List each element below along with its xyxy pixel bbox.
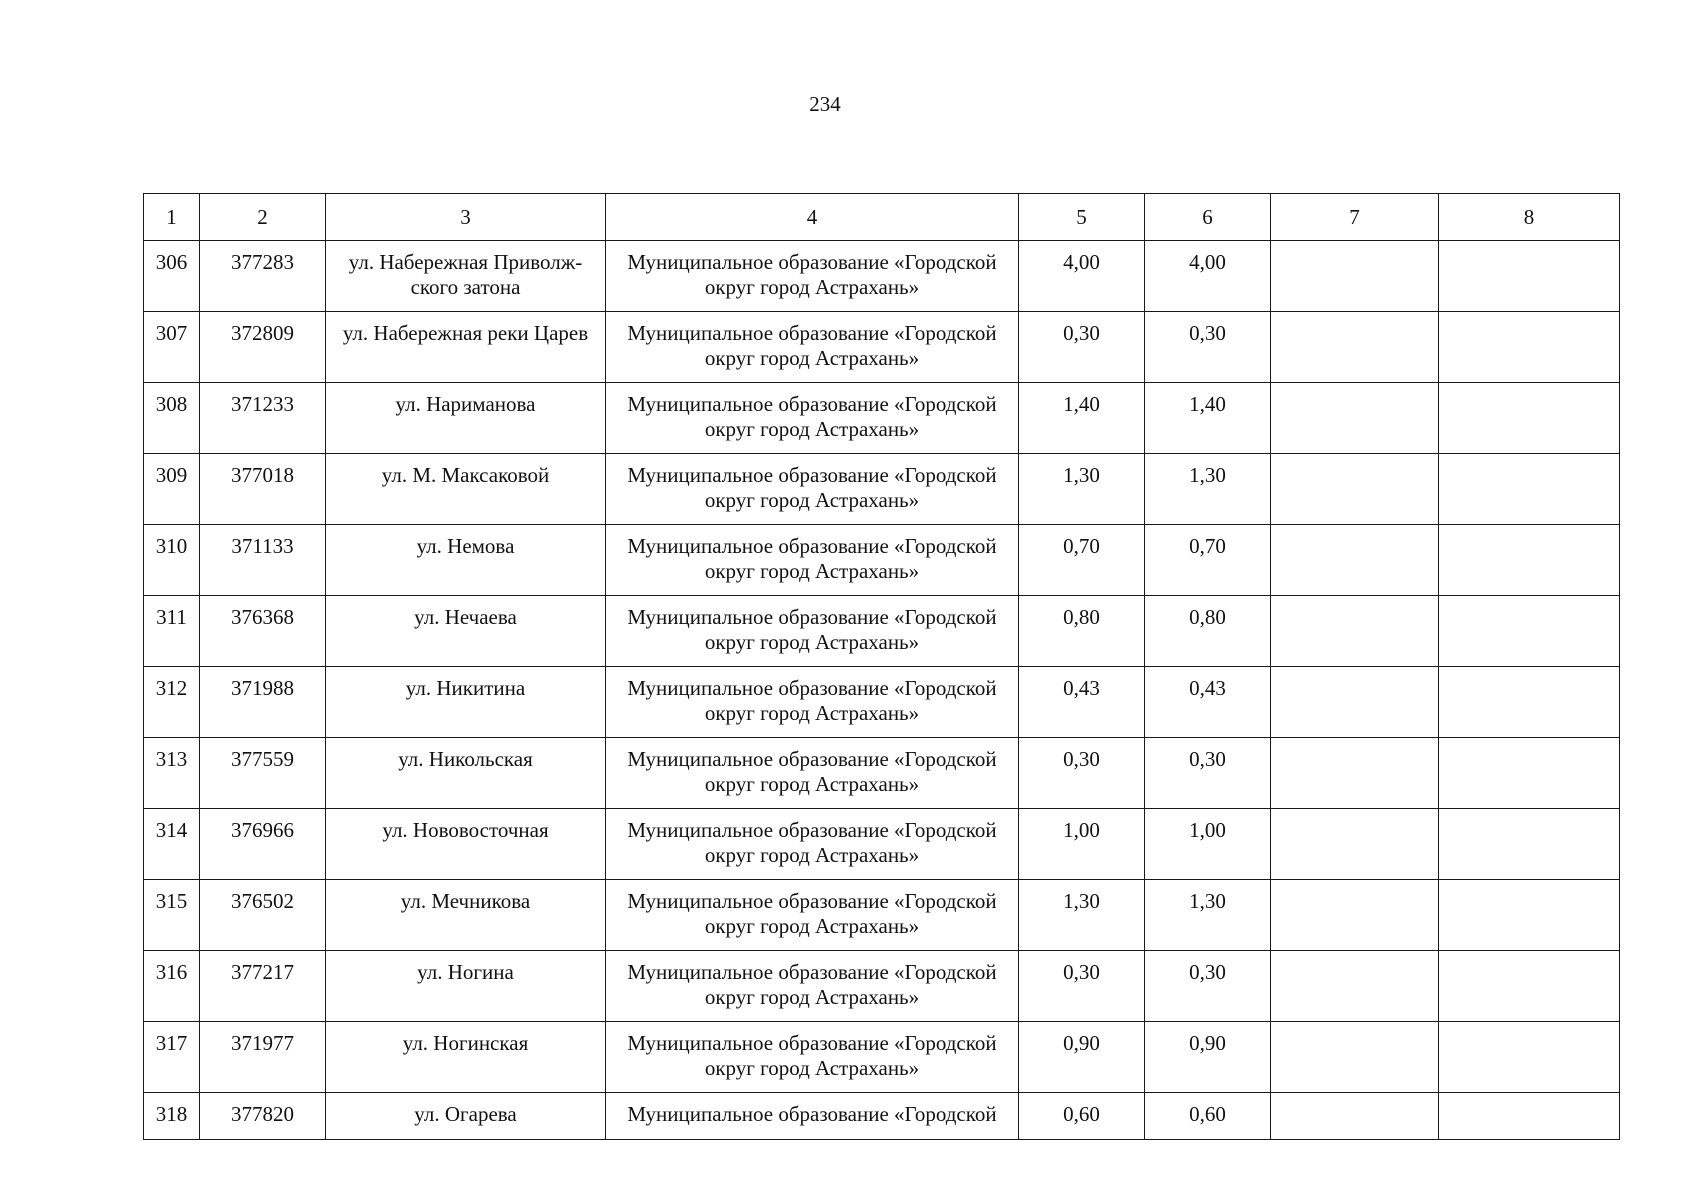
owner-cell: Муниципальное образование «Городской округ город Астрахань» bbox=[606, 738, 1019, 809]
row-number-cell: 311 bbox=[144, 596, 200, 667]
column-7-cell bbox=[1271, 809, 1439, 880]
code-cell: 377559 bbox=[200, 738, 326, 809]
length-total-cell: 0,30 bbox=[1145, 738, 1271, 809]
length-cell: 0,70 bbox=[1019, 525, 1145, 596]
column-7-cell bbox=[1271, 454, 1439, 525]
length-cell: 0,43 bbox=[1019, 667, 1145, 738]
column-8-cell bbox=[1439, 880, 1620, 951]
column-7-cell bbox=[1271, 596, 1439, 667]
code-cell: 371133 bbox=[200, 525, 326, 596]
street-name-cell: ул. Нариманова bbox=[326, 383, 606, 454]
column-7-cell bbox=[1271, 951, 1439, 1022]
header-cell-1: 1 bbox=[144, 194, 200, 241]
owner-cell: Муниципальное образование «Городской округ город Астрахань» bbox=[606, 454, 1019, 525]
table-row bbox=[144, 809, 1620, 880]
table-row bbox=[144, 1022, 1620, 1093]
owner-cell: Муниципальное образование «Городской округ город Астрахань» bbox=[606, 525, 1019, 596]
length-total-cell: 0,30 bbox=[1145, 951, 1271, 1022]
length-total-cell: 4,00 bbox=[1145, 241, 1271, 312]
owner-cell: Муниципальное образование «Городской округ город Астрахань» bbox=[606, 951, 1019, 1022]
row-number-cell: 312 bbox=[144, 667, 200, 738]
table-row bbox=[144, 454, 1620, 525]
code-cell: 377283 bbox=[200, 241, 326, 312]
header-cell-4: 4 bbox=[606, 194, 1019, 241]
column-8-cell bbox=[1439, 951, 1620, 1022]
street-name-cell: ул. Мечникова bbox=[326, 880, 606, 951]
street-name-cell: ул. Никитина bbox=[326, 667, 606, 738]
length-total-cell: 1,40 bbox=[1145, 383, 1271, 454]
table-row bbox=[144, 951, 1620, 1022]
length-cell: 0,60 bbox=[1019, 1093, 1145, 1140]
length-total-cell: 0,80 bbox=[1145, 596, 1271, 667]
table-row bbox=[144, 241, 1620, 312]
street-name-cell: ул. Нововосточная bbox=[326, 809, 606, 880]
header-row bbox=[144, 194, 1620, 241]
header-cell-5: 5 bbox=[1019, 194, 1145, 241]
header-cell-6: 6 bbox=[1145, 194, 1271, 241]
roads-table bbox=[143, 193, 1620, 1140]
code-cell: 372809 bbox=[200, 312, 326, 383]
column-7-cell bbox=[1271, 880, 1439, 951]
table-row bbox=[144, 667, 1620, 738]
column-7-cell bbox=[1271, 738, 1439, 809]
length-total-cell: 0,30 bbox=[1145, 312, 1271, 383]
column-7-cell bbox=[1271, 1093, 1439, 1140]
owner-cell: Муниципальное образование «Городской округ город Астрахань» bbox=[606, 667, 1019, 738]
row-number-cell: 314 bbox=[144, 809, 200, 880]
column-8-cell bbox=[1439, 1022, 1620, 1093]
street-name-cell: ул. Никольская bbox=[326, 738, 606, 809]
header-cell-7: 7 bbox=[1271, 194, 1439, 241]
column-8-cell bbox=[1439, 383, 1620, 454]
row-number-cell: 308 bbox=[144, 383, 200, 454]
column-8-cell bbox=[1439, 738, 1620, 809]
column-7-cell bbox=[1271, 1022, 1439, 1093]
header-cell-3: 3 bbox=[326, 194, 606, 241]
owner-cell: Муниципальное образование «Городской округ город Астрахань» bbox=[606, 312, 1019, 383]
column-7-cell bbox=[1271, 241, 1439, 312]
street-name-cell: ул. Огарева bbox=[326, 1093, 606, 1140]
table-row bbox=[144, 525, 1620, 596]
table-row bbox=[144, 738, 1620, 809]
code-cell: 371988 bbox=[200, 667, 326, 738]
table-row bbox=[144, 1093, 1620, 1140]
owner-cell: Муниципальное образование «Городской округ город Астрахань» bbox=[606, 241, 1019, 312]
street-name-cell: ул. Нечаева bbox=[326, 596, 606, 667]
column-8-cell bbox=[1439, 1093, 1620, 1140]
table-row bbox=[144, 312, 1620, 383]
row-number-cell: 306 bbox=[144, 241, 200, 312]
code-cell: 377820 bbox=[200, 1093, 326, 1140]
street-name-cell: ул. М. Максаковой bbox=[326, 454, 606, 525]
header-cell-8: 8 bbox=[1439, 194, 1620, 241]
street-name-cell: ул. Ногина bbox=[326, 951, 606, 1022]
length-total-cell: 0,70 bbox=[1145, 525, 1271, 596]
owner-cell: Муниципальное образование «Городской округ город Астрахань» bbox=[606, 880, 1019, 951]
length-cell: 0,80 bbox=[1019, 596, 1145, 667]
length-cell: 1,30 bbox=[1019, 454, 1145, 525]
code-cell: 371977 bbox=[200, 1022, 326, 1093]
street-name-cell: ул. Ногинская bbox=[326, 1022, 606, 1093]
length-cell: 0,30 bbox=[1019, 738, 1145, 809]
code-cell: 376966 bbox=[200, 809, 326, 880]
row-number-cell: 313 bbox=[144, 738, 200, 809]
length-cell: 1,30 bbox=[1019, 880, 1145, 951]
owner-cell: Муниципальное образование «Городской округ город Астрахань» bbox=[606, 1022, 1019, 1093]
length-total-cell: 1,00 bbox=[1145, 809, 1271, 880]
length-cell: 0,90 bbox=[1019, 1022, 1145, 1093]
length-total-cell: 1,30 bbox=[1145, 454, 1271, 525]
column-7-cell bbox=[1271, 667, 1439, 738]
code-cell: 371233 bbox=[200, 383, 326, 454]
column-8-cell bbox=[1439, 454, 1620, 525]
length-total-cell: 1,30 bbox=[1145, 880, 1271, 951]
column-8-cell bbox=[1439, 241, 1620, 312]
owner-cell: Муниципальное образование «Городской округ город Астрахань» bbox=[606, 596, 1019, 667]
length-total-cell: 0,43 bbox=[1145, 667, 1271, 738]
row-number-cell: 309 bbox=[144, 454, 200, 525]
code-cell: 377018 bbox=[200, 454, 326, 525]
column-7-cell bbox=[1271, 312, 1439, 383]
length-cell: 4,00 bbox=[1019, 241, 1145, 312]
page-number: 234 bbox=[809, 92, 841, 116]
table-body bbox=[144, 241, 1620, 1140]
street-name-cell: ул. Набережная Приволж-ского затона bbox=[326, 241, 606, 312]
code-cell: 376368 bbox=[200, 596, 326, 667]
column-8-cell bbox=[1439, 312, 1620, 383]
table-row bbox=[144, 596, 1620, 667]
length-cell: 1,40 bbox=[1019, 383, 1145, 454]
length-cell: 1,00 bbox=[1019, 809, 1145, 880]
column-7-cell bbox=[1271, 383, 1439, 454]
length-total-cell: 0,60 bbox=[1145, 1093, 1271, 1140]
code-cell: 376502 bbox=[200, 880, 326, 951]
street-name-cell: ул. Немова bbox=[326, 525, 606, 596]
column-8-cell bbox=[1439, 525, 1620, 596]
length-cell: 0,30 bbox=[1019, 312, 1145, 383]
row-number-cell: 307 bbox=[144, 312, 200, 383]
row-number-cell: 316 bbox=[144, 951, 200, 1022]
row-number-cell: 315 bbox=[144, 880, 200, 951]
code-cell: 377217 bbox=[200, 951, 326, 1022]
table-row bbox=[144, 880, 1620, 951]
column-8-cell bbox=[1439, 809, 1620, 880]
header-cell-2: 2 bbox=[200, 194, 326, 241]
row-number-cell: 317 bbox=[144, 1022, 200, 1093]
street-name-cell: ул. Набережная реки Царев bbox=[326, 312, 606, 383]
length-total-cell: 0,90 bbox=[1145, 1022, 1271, 1093]
table-row bbox=[144, 383, 1620, 454]
owner-cell: Муниципальное образование «Городской округ город Астрахань» bbox=[606, 383, 1019, 454]
column-8-cell bbox=[1439, 596, 1620, 667]
length-cell: 0,30 bbox=[1019, 951, 1145, 1022]
row-number-cell: 310 bbox=[144, 525, 200, 596]
owner-cell: Муниципальное образование «Городской bbox=[606, 1093, 1019, 1140]
row-number-cell: 318 bbox=[144, 1093, 200, 1140]
owner-cell: Муниципальное образование «Городской округ город Астрахань» bbox=[606, 809, 1019, 880]
column-7-cell bbox=[1271, 525, 1439, 596]
column-8-cell bbox=[1439, 667, 1620, 738]
